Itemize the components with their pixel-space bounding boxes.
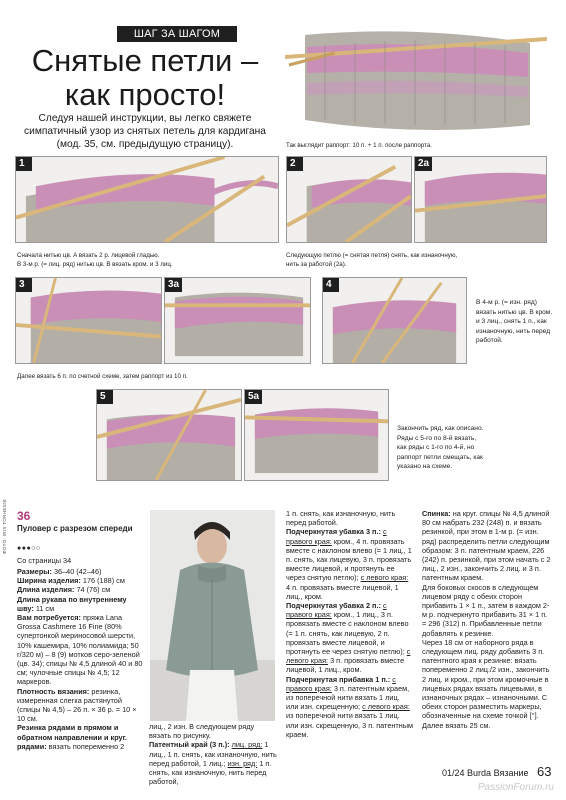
photo-step-5 <box>96 389 242 481</box>
column-decreases: 1 п. снять, как изнаночную, нить перед работой. Подчеркнутая убавка 3 п.: с правого края: кром., 4 п. провязать вместе с наклоном влево (= 1 лиц., 1 п. снять, как лицевую, 3 п. провязать вместе лицевой, и протянуть ее через снятую петлю); с левого края: 4 п. провязать вместе лицевой, 1 лиц., кром. Подчеркнутая убавка 2 п.: с правого края: кром., 1 лиц., 3 п. провязать вместе с наклоном влево (= 1 п. снять, как лицевую, 2 п. провязать вместе лицевой, и протянуть ее через снятую петлю); с левого края: 3 п. провязать вместе лицевой, 1 лиц., кром. Подчеркнутая прибавка 1 п.: с правого края: 3 п. патентным краем, из поперечной нити вязать 1 лиц. или изн. скрещенную; с левого края: из поперечной нити вязать 1 лиц. или изн. скрещенную, 3 п. патентным краем. <box>286 509 414 739</box>
photo-step-3a <box>164 277 311 364</box>
intro-text: Следуя нашей инструкции, вы легко свяжете симпатичный узор из снятых петель для кардигана (мод. 35, см. предыдущую страницу). <box>24 113 266 150</box>
model-photo <box>150 510 275 721</box>
caption-step-5: Закончить ряд, как описано. Ряды с 5-го по 8-й вязать, как ряды с 1-го по 4-й, но раппорт петли смещать, как указано на схеме. <box>397 425 484 470</box>
step-number-2: 2 <box>287 157 303 171</box>
column-specs: Размеры: 36–40 (42–46) Ширина изделия: 176 (188) см Длина изделия: 74 (76) см Длина рукава по внутреннему шву: 11 см Вам потребуется: пряжа Lana Grossa Cashmere 16 Fine (80% супертонкой мериносовой шерсти, 10% кашемира, 10% полиамида; 50 г/320 м) – 8 (9) мотков серо-зеленой (цв. 34); спицы № 4,5 длиной 40 и 80 см; чулочные спицы № 4,5; 12 маркеров. Плотность вязания: резинка, измеренная слегка растянутой (спицы № 4,5) – 26 п. × 36 р. = 10 × 10 см. Резинка рядами в прямом и обратном направлении и круг. рядами: вязать попеременно 2 <box>17 567 143 751</box>
step-number-2a: 2a <box>415 157 432 171</box>
photo-step-4 <box>322 277 467 364</box>
photo-step-5a <box>244 389 389 481</box>
step-number-5a: 5a <box>245 390 262 404</box>
page-number: 63 <box>537 764 552 779</box>
caption-step-1: Сначала нитью цв. A вязать 2 р. лицевой гладью. В 3-м р. (= лиц. ряд) нитью цв. B вязать кром. и 3 лиц. <box>17 252 173 268</box>
caption-step-3: Далее вязать 6 п. по счетной схеме, затем раппорт из 10 п. <box>17 373 188 380</box>
page-title: Снятые петли – как просто! <box>31 43 259 112</box>
step-number-3a: 3a <box>165 278 182 292</box>
step-number-5: 5 <box>97 390 113 404</box>
difficulty-dots: ●●●○○ <box>17 545 41 552</box>
column-patent-edge: лиц., 2 изн. В следующем ряду вязать по рисунку. Патентный край (3 п.): лиц. ряд: 1 лиц., 1 п. снять, как изнаночную, нить перед работой, 1 лиц.; изн. ряд: 1 п. снять, как изнаночную, нить перед работой, <box>149 722 277 787</box>
step-number-3: 3 <box>16 278 32 292</box>
photo-credit: ФОТО: IRIS TORHEIDE <box>2 498 7 554</box>
magazine-name: Burda Вязание <box>467 768 529 778</box>
page-reference: Со страницы 34 <box>17 556 72 565</box>
column-back: Спинка: на круг. спицы № 4,5 длиной 80 см набрать 232 (248) п. и вязать резинкой, при этом в 1-м р. (= изн. ряд) распределить петли следующим образом: 3 п. патентным краем, 226 (242) п. резинкой, при этом начать с 2 лиц., 2 изн., закончить 2 лиц. и 3 п. патентным краем. Для боковых скосов в следующем лицевом ряду с обеих сторон прибавить 1 × 1 п., затем в каждом 2-м р. подчеркнуто прибавить 31 × 1 п. = 296 (312) п. Прибавленные петли добавлять к резинке. Через 18 см от наборного ряда в следующем лиц. ряду добавить 3 п. патентного края к резинке: вязать попеременно 2 лиц./2 изн., закончить 2 лиц. и кром., при этом кромочные в лицевых рядах вязать лицевыми, в изнаночных рядах – изнаночными. С обеих сторон разместить маркеры, обозначенные на схеме точкой [°]. Далее вязать 25 см. <box>422 509 551 730</box>
watermark: PassionForum.ru <box>477 782 554 793</box>
model-name: Пуловер с разрезом спереди <box>17 524 133 533</box>
step-number-1: 1 <box>16 157 32 171</box>
caption-step-4: В 4-м р. (= изн. ряд) вязать нитью цв. B кром. и 3 лиц., снять 1 п., как изнаночную, нить перед работой. <box>476 299 553 344</box>
caption-step-2: Следующую петлю (= снятая петля) снять, как изнаночную, нить за работой (2a). <box>286 252 458 268</box>
photo-step-2a <box>414 156 547 243</box>
section-badge: ШАГ ЗА ШАГОМ <box>117 26 237 42</box>
caption-rapport: Так выглядит раппорт: 10 п. + 1 п. после раппорта. <box>286 142 432 149</box>
page-footer <box>442 764 551 779</box>
photo-rapport <box>285 25 547 137</box>
model-number: 36 <box>17 509 31 523</box>
photo-step-2 <box>286 156 412 243</box>
photo-step-3 <box>15 277 162 364</box>
step-number-4: 4 <box>323 278 339 292</box>
issue-number: 01/24 <box>442 768 465 778</box>
photo-step-1 <box>15 156 279 243</box>
